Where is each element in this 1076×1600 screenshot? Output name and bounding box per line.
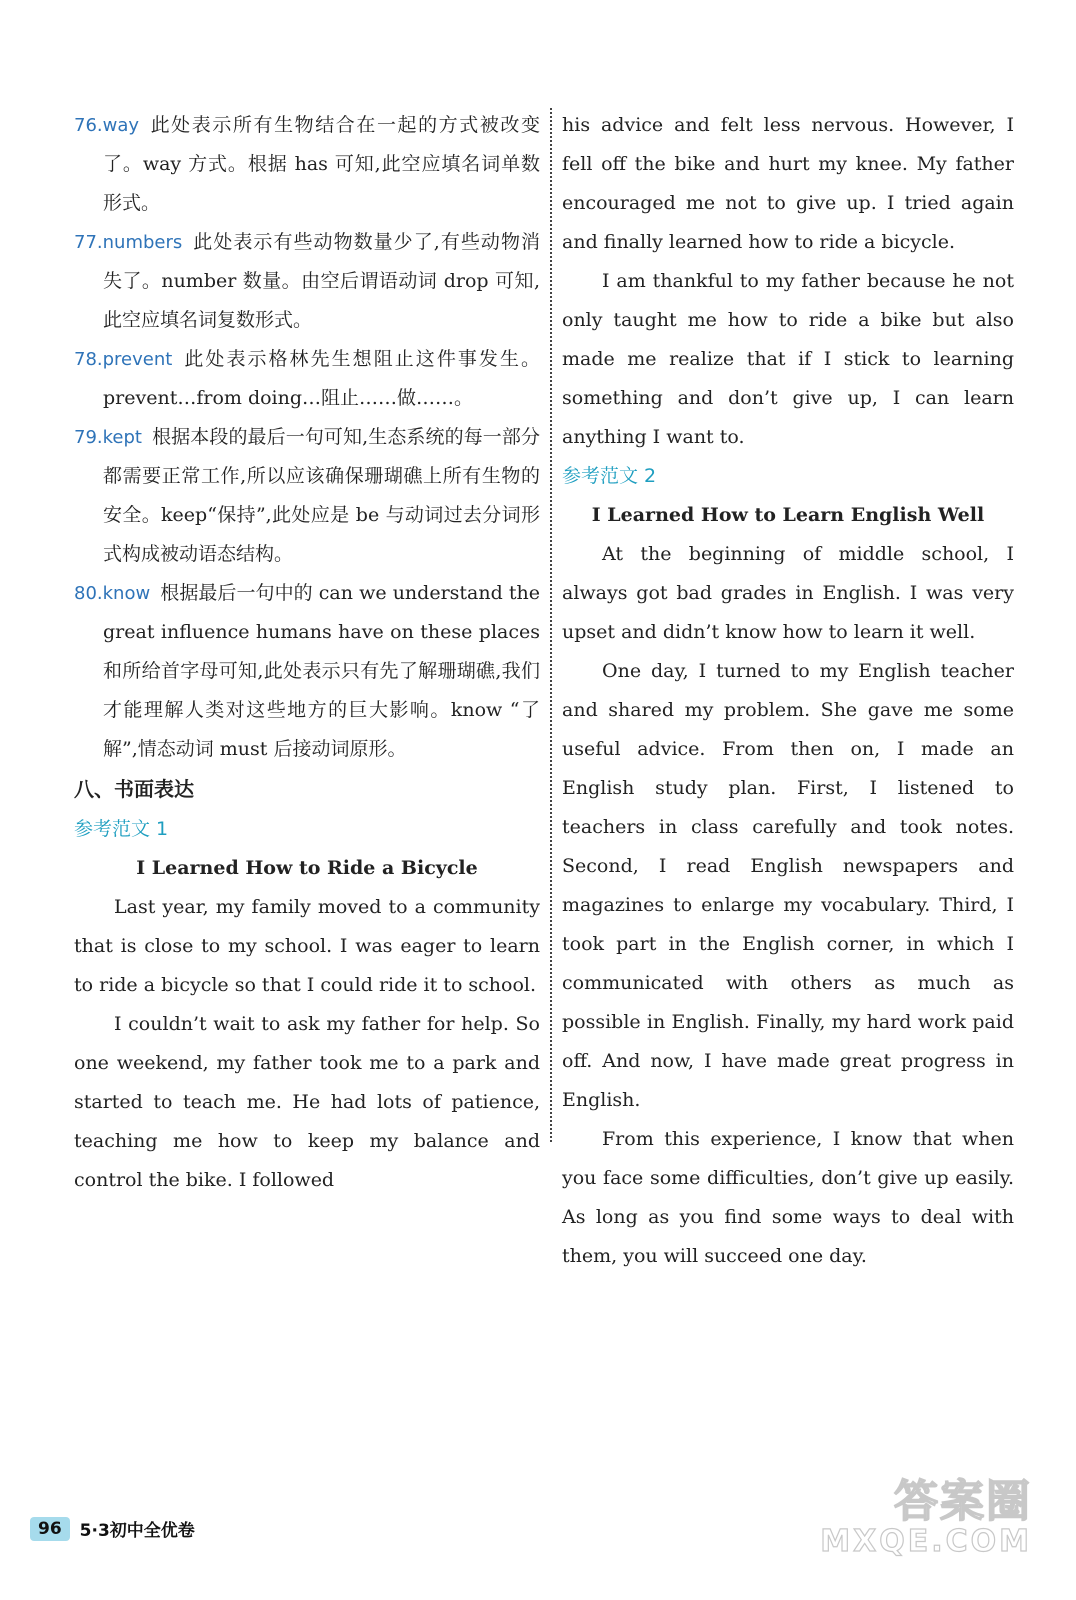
answer-item-79 (74, 418, 540, 574)
watermark-text: 答案圈 (894, 1476, 1032, 1527)
essay2-paragraph-1: At the beginning of middle school, I always got bad grades in English. I was very upset and didn’t know how to learn it well. (562, 543, 1014, 643)
answer-explanation: 此处表示格林先生想阻止这件事发生。prevent…from doing…阻止……做……。 (103, 348, 540, 409)
answer-key: 79.kept (74, 427, 142, 448)
page-number: 96 (30, 1517, 70, 1541)
column-divider (550, 108, 552, 1142)
book-title: 5·3初中全优卷 (79, 1521, 195, 1541)
answer-key: 80.know (74, 583, 151, 604)
section-title: 八、书面表达 (74, 777, 194, 801)
essay1-paragraph-1: Last year, my family moved to a community that is close to my school. I was eager to learn to ride a bicycle so that I could ride it to school. (74, 896, 540, 996)
essay1-paragraph-2-continued: his advice and felt less nervous. However, I fell off the bike and hurt my knee. My father encouraged me not to give up. I tried again and finally learned how to ride a bicycle. (562, 114, 1014, 253)
left-column (74, 106, 540, 1200)
answer-explanation: 此处表示所有生物结合在一起的方式被改变了。way 方式。根据 has 可知,此空应填名词单数形式。 (103, 114, 540, 214)
essay2-paragraph-2: One day, I turned to my English teacher and shared my problem. She gave me some useful advice. From then on, I made an English study plan. First, I listened to teachers in class carefully and took notes. Second, I read English newspapers and magazines to enlarge my vocabulary. Third, I took part in the English corner, in which I communicated with others as much as possible in English. Finally, my hard work paid off. And now, I have made great progress in English. (562, 660, 1014, 1111)
answer-explanation: 根据最后一句中的 can we understand the great influence humans have on these places 和所给首字母可知,此处表示只有先了解珊瑚礁,我们才能理解人类对这些地方的巨大影响。know “了解”,情态动词 must 后接动词原形。 (103, 582, 540, 760)
answer-key: 78.prevent (74, 349, 173, 370)
answer-item-77 (74, 223, 540, 340)
answer-item-78 (74, 340, 540, 418)
essay1-paragraph-2: I couldn’t wait to ask my father for help. So one weekend, my father took me to a park and started to teach me. He had lots of patience, teaching me how to keep my balance and control the bike. I followed (74, 1013, 540, 1191)
watermark-logo (820, 1478, 1032, 1558)
answer-key: 77.numbers (74, 232, 183, 253)
answer-item-80 (74, 574, 540, 769)
answer-key: 76.way (74, 115, 140, 136)
page-footer (30, 1516, 195, 1541)
essay2-title: I Learned How to Learn English Well (591, 504, 985, 526)
answer-item-76 (74, 106, 540, 223)
essay1-label: 参考范文 1 (74, 818, 169, 840)
essay1-title: I Learned How to Ride a Bicycle (136, 857, 478, 879)
essay1-paragraph-3: I am thankful to my father because he not only taught me how to ride a bike but also made me realize that if I stick to learning something and don’t give up, I can learn anything I want to. (562, 270, 1014, 448)
right-column (562, 106, 1014, 1276)
watermark-url: MXQE.COM (820, 1524, 1032, 1559)
answer-explanation: 此处表示有些动物数量少了,有些动物消失了。number 数量。由空后谓语动词 drop 可知,此空应填名词复数形式。 (103, 231, 540, 331)
answer-explanation: 根据本段的最后一句可知,生态系统的每一部分都需要正常工作,所以应该确保珊瑚礁上所有生物的安全。keep“保持”,此处应是 be 与动词过去分词形式构成被动语态结构。 (103, 426, 540, 565)
essay2-label: 参考范文 2 (562, 465, 657, 487)
essay2-paragraph-3: From this experience, I know that when you face some difficulties, don’t give up easily. As long as you find some ways to deal with them, you will succeed one day. (562, 1128, 1014, 1267)
